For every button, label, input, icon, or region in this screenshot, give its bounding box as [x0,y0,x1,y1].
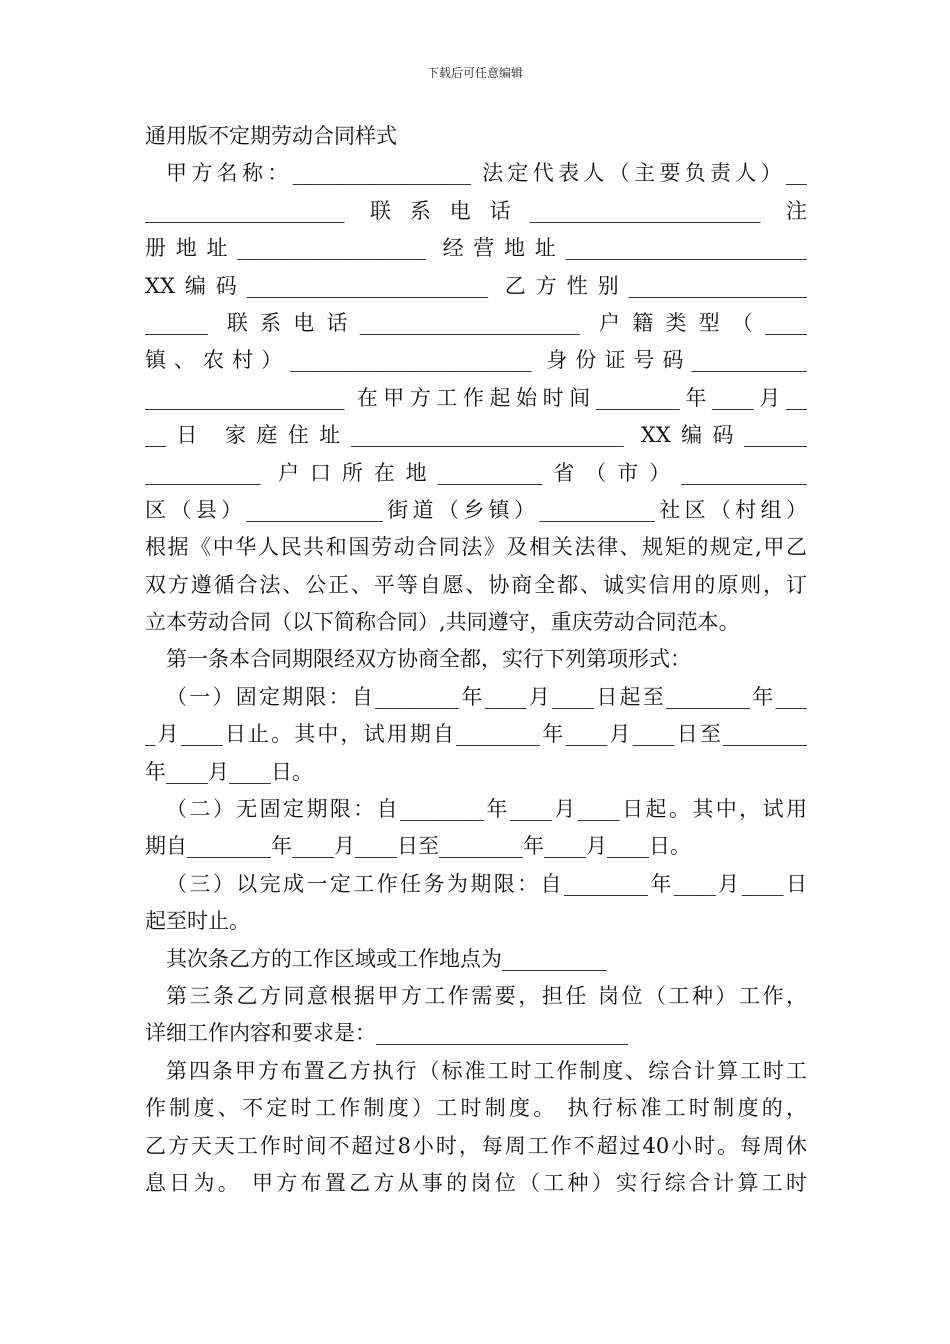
text-line: XX编码_______________________ 乙方性别_________________ [145,273,807,298]
text-line: ___________________ 联系电话______________________ 注 [145,198,807,223]
text-line: 起至时止。 [145,909,250,934]
document-title: 通用版不定期劳动合同样式 [145,124,397,148]
text-line: 根据《中华人民共和国劳动合同法》及相关法律、规矩的规定,甲乙 [145,535,807,560]
contract-body [145,118,807,1202]
text-line: 年____月____日。 [145,759,313,784]
text-line: ______ 联系电话_____________________ 户籍类型（____ [145,310,807,335]
text-line: 立本劳动合同（以下简称合同）,共同遵守，重庆劳动合同范本。 [145,610,740,635]
text-line: 其次条乙方的工作区域或工作地点为__________ [166,946,607,971]
text-line: 区（县）_____________街道（乡镇）___________社区（村组） [145,497,807,522]
text-line: 双方遵循合法、公正、平等自愿、协商全都、诚实信用的原则，订 [145,572,807,597]
text-line: （一）固定期限：自________年____月____日起至________年___ [166,684,807,709]
text-line: 期自________年____月____日至________年____月____日。 [145,834,691,859]
text-line: ___________ 户口所在地__________省（市）____________ [145,460,807,485]
text-line: （二）无固定期限：自________年____月____日起。其中，试用 [166,797,807,822]
text-line: _月____日止。其中，试用期自________年____月____日至________ [145,722,807,747]
text-line: ___________________ 在甲方工作起始时间________年____月__ [145,385,807,410]
text-line: 作制度、不定时工作制度）工时制度。 执行标准工时制度的， [145,1096,807,1121]
text-line: 镇、农村）_______________________ 身份证号码___________ [145,348,807,373]
text-line: 第一条本合同期限经双方协商全都，实行下列第项形式： [166,647,691,672]
text-line: __日 家庭住址__________________________ XX编码______ [145,423,807,448]
page-header-note: 下载后可任意编辑 [426,66,523,80]
text-line: （三）以完成一定工作任务为期限：自________年____月____日 [166,871,807,896]
text-line: 册地址__________________ 经营地址_______________________ [145,236,807,261]
text-line: 第四条甲方布置乙方执行（标准工时工作制度、综合计算工时工 [166,1058,807,1083]
text-line: 详细工作内容和要求是：________________________ [145,1021,628,1046]
text-line: 甲方名称：_________________ 法定代表人（主要负责人）__ [166,161,807,186]
text-line: 息日为。 甲方布置乙方从事的岗位（工种）实行综合计算工时 [145,1170,807,1195]
text-line: 第三条乙方同意根据甲方工作需要，担任 岗位（工种）工作， [166,983,807,1008]
text-line: 乙方天天工作时间不超过8小时，每周工作不超过40小时。每周休 [145,1133,807,1158]
